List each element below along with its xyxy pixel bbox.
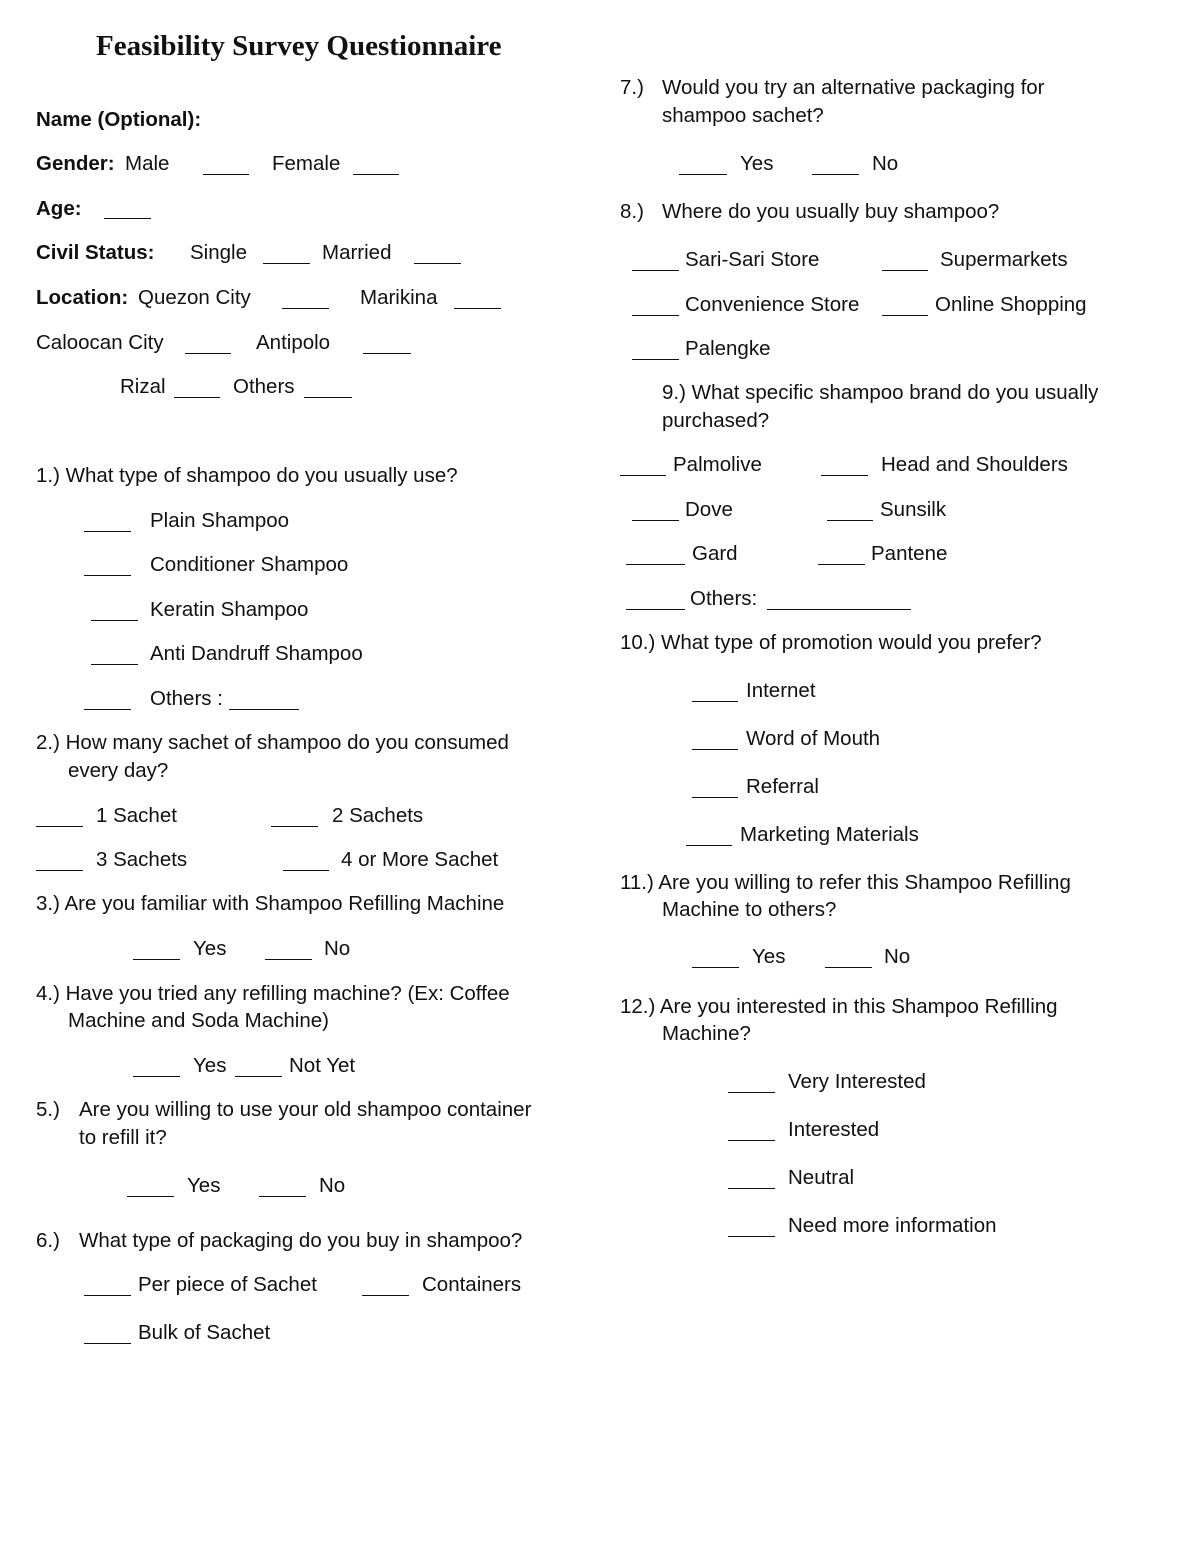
q1-option-keratin: Keratin Shampoo [150,598,309,621]
q8-online-blank[interactable] [882,315,928,316]
q2-option-1sachet: 1 Sachet [96,804,177,827]
q5-option-yes: Yes [187,1174,221,1197]
q11-question-line1: 11.) Are you willing to refer this Shampoo Refilling [620,871,1071,894]
q10-option-referral: Referral [746,775,819,798]
age-label: Age: [36,197,82,220]
q11-yes-blank[interactable] [692,967,739,968]
q9-dove-blank[interactable] [632,520,679,521]
civil-status-label: Civil Status: [36,241,155,264]
q9-option-gard: Gard [692,542,738,565]
q5-question-line1: Are you willing to use your old shampoo container [79,1098,532,1121]
location-option-marikina: Marikina [360,286,438,309]
q10-internet-blank[interactable] [692,701,738,702]
q1-option-plain: Plain Shampoo [150,509,290,532]
gender-male-blank[interactable] [203,174,249,175]
location-option-antipolo: Antipolo [256,331,331,354]
q4-yes-blank[interactable] [133,1076,180,1077]
q12-option-interested: Interested [788,1118,880,1141]
q12-question-line1: 12.) Are you interested in this Shampoo Refilling [620,995,1058,1018]
location-marikina-blank[interactable] [454,308,501,309]
q8-number: 8.) [620,200,644,223]
q7-question-line2: shampoo sachet? [662,104,824,127]
q5-number: 5.) [36,1098,60,1121]
q9-option-pantene: Pantene [871,542,948,565]
q2-4sachets-blank[interactable] [283,870,329,871]
gender-label: Gender: [36,152,115,175]
q7-no-blank[interactable] [812,174,859,175]
q3-question: 3.) Are you familiar with Shampoo Refilling Machine [36,892,505,915]
q9-others-specify-blank[interactable] [767,609,911,610]
location-option-quezon: Quezon City [138,286,251,309]
q7-option-yes: Yes [740,152,774,175]
q10-question: 10.) What type of promotion would you prefer? [620,631,1042,654]
q4-question-line2: Machine and Soda Machine) [68,1009,329,1032]
q11-option-no: No [884,945,911,968]
q11-option-yes: Yes [752,945,786,968]
civil-option-single: Single [190,241,247,264]
q9-sunsilk-blank[interactable] [827,520,873,521]
q8-sarisari-blank[interactable] [632,270,679,271]
q3-option-yes: Yes [193,937,227,960]
q9-option-others: Others: [690,587,758,610]
q3-option-no: No [324,937,351,960]
q1-keratin-blank[interactable] [91,620,138,621]
q10-option-marketing: Marketing Materials [740,823,919,846]
q10-wordofmouth-blank[interactable] [692,749,738,750]
q12-more-info-blank[interactable] [728,1236,775,1237]
q8-option-palengke: Palengke [685,337,771,360]
gender-option-male: Male [125,152,170,175]
q5-question-line2: to refill it? [79,1126,167,1149]
q2-option-2sachets: 2 Sachets [332,804,424,827]
q1-option-others: Others : [150,687,223,710]
q1-option-conditioner: Conditioner Shampoo [150,553,349,576]
q6-bulk-blank[interactable] [84,1343,131,1344]
q6-question: What type of packaging do you buy in shampoo? [79,1229,523,1252]
q9-palmolive-blank[interactable] [620,475,666,476]
q2-option-3sachets: 3 Sachets [96,848,188,871]
q8-convenience-blank[interactable] [632,315,679,316]
q12-interested-blank[interactable] [728,1140,775,1141]
location-caloocan-blank[interactable] [185,353,231,354]
q8-option-convenience: Convenience Store [685,293,860,316]
location-quezon-blank[interactable] [282,308,329,309]
q9-option-sunsilk: Sunsilk [880,498,947,521]
q7-option-no: No [872,152,899,175]
gender-female-blank[interactable] [353,174,399,175]
civil-married-blank[interactable] [414,263,461,264]
q4-question-line1: 4.) Have you tried any refilling machine? (Ex: Coffee [36,982,510,1005]
q9-option-dove: Dove [685,498,733,521]
q6-option-bulk: Bulk of Sachet [138,1321,271,1344]
q10-referral-blank[interactable] [692,797,738,798]
q1-others-specify-blank[interactable] [229,709,299,710]
name-label: Name (Optional): [36,108,202,131]
q5-yes-blank[interactable] [127,1196,174,1197]
q1-question: 1.) What type of shampoo do you usually use? [36,464,458,487]
q8-option-sarisari: Sari-Sari Store [685,248,820,271]
q9-question-line1: 9.) What specific shampoo brand do you usually [662,381,1099,404]
q10-option-internet: Internet [746,679,816,702]
location-antipolo-blank[interactable] [363,353,411,354]
q6-containers-blank[interactable] [362,1295,409,1296]
q2-1sachet-blank[interactable] [36,826,83,827]
q12-option-very-interested: Very Interested [788,1070,926,1093]
q9-gard-blank[interactable] [626,564,685,565]
q2-question-line2: every day? [68,759,169,782]
q8-option-online: Online Shopping [935,293,1087,316]
q9-option-headshoulders: Head and Shoulders [881,453,1068,476]
q9-pantene-blank[interactable] [818,564,865,565]
q8-question: Where do you usually buy shampoo? [662,200,1000,223]
civil-option-married: Married [322,241,392,264]
q10-marketing-blank[interactable] [686,845,732,846]
q7-number: 7.) [620,76,644,99]
q3-no-blank[interactable] [265,959,312,960]
q1-others-blank[interactable] [84,709,131,710]
q2-question-line1: 2.) How many sachet of shampoo do you consumed [36,731,509,754]
q4-option-notyet: Not Yet [289,1054,356,1077]
gender-option-female: Female [272,152,341,175]
q6-number: 6.) [36,1229,60,1252]
location-option-others: Others [233,375,295,398]
page-title: Feasibility Survey Questionnaire [96,30,502,62]
q12-option-more-info: Need more information [788,1214,997,1237]
q9-headshoulders-blank[interactable] [821,475,868,476]
q6-option-containers: Containers [422,1273,522,1296]
q10-option-wordofmouth: Word of Mouth [746,727,881,750]
q3-yes-blank[interactable] [133,959,180,960]
age-blank[interactable] [104,218,151,219]
location-option-caloocan: Caloocan City [36,331,164,354]
q8-supermarkets-blank[interactable] [882,270,928,271]
q1-plain-blank[interactable] [84,531,131,532]
q7-yes-blank[interactable] [679,174,727,175]
q1-option-antidandruff: Anti Dandruff Shampoo [150,642,363,665]
q9-option-palmolive: Palmolive [673,453,762,476]
q5-option-no: No [319,1174,346,1197]
q7-question-line1: Would you try an alternative packaging for [662,76,1045,99]
civil-single-blank[interactable] [263,263,310,264]
location-option-rizal: Rizal [120,375,166,398]
q12-option-neutral: Neutral [788,1166,855,1189]
q9-question-line2: purchased? [662,409,770,432]
q4-option-yes: Yes [193,1054,227,1077]
q2-option-4sachets: 4 or More Sachet [341,848,499,871]
location-others-blank[interactable] [304,397,352,398]
q11-question-line2: Machine to others? [662,898,837,921]
q12-very-interested-blank[interactable] [728,1092,775,1093]
q8-option-supermarkets: Supermarkets [940,248,1068,271]
q4-notyet-blank[interactable] [235,1076,282,1077]
q2-3sachets-blank[interactable] [36,870,83,871]
q12-neutral-blank[interactable] [728,1188,775,1189]
q6-option-perpiece: Per piece of Sachet [138,1273,317,1296]
q11-no-blank[interactable] [825,967,872,968]
q6-perpiece-blank[interactable] [84,1295,131,1296]
location-rizal-blank[interactable] [174,397,220,398]
q2-2sachets-blank[interactable] [271,826,318,827]
q9-others-blank[interactable] [626,609,685,610]
q8-palengke-blank[interactable] [632,359,679,360]
q1-antidandruff-blank[interactable] [91,664,138,665]
q1-conditioner-blank[interactable] [84,575,131,576]
q5-no-blank[interactable] [259,1196,306,1197]
q12-question-line2: Machine? [662,1022,751,1045]
location-label: Location: [36,286,129,309]
